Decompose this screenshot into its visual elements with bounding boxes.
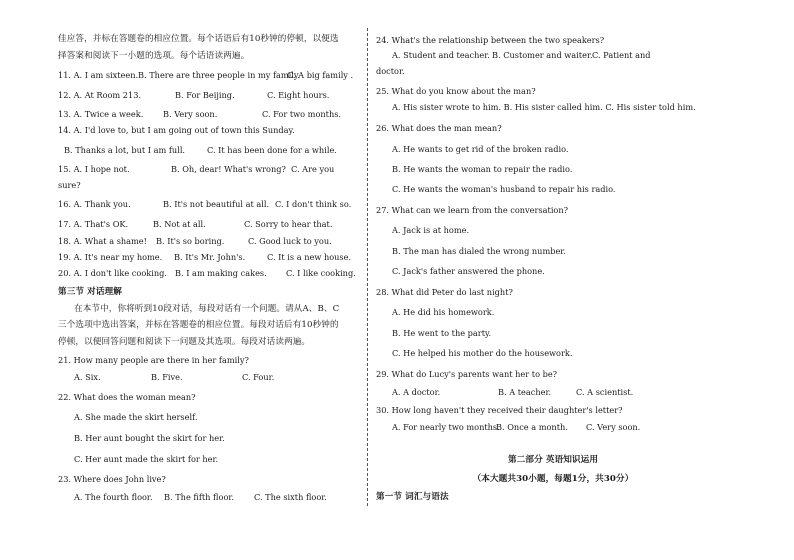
question-22: 22. What does the woman mean? (58, 392, 196, 402)
section-3-para-3: 停顿，以便回答问题和阅读下一问题及其选项。每段对话读两遍。 (58, 337, 311, 347)
q11-a: 11. A. I am sixteen. (58, 70, 139, 80)
q24-c: C. Patient and (592, 50, 651, 60)
q18-a: 18. A. What a shame! (58, 236, 147, 246)
q28-b: B. He went to the party. (392, 328, 492, 338)
q26-c: C. He wants the woman's husband to repair his radio. (392, 184, 616, 194)
q18-c: C. Good luck to you. (248, 236, 332, 246)
question-27: 27. What can we learn from the conversation? (376, 205, 569, 215)
question-16 (58, 199, 352, 210)
q13-b: B. Very soon. (163, 109, 218, 119)
q14-c: C. It has been done for a while. (207, 145, 337, 155)
q20-b: B. I am making cakes. (175, 268, 267, 278)
q21-a: A. Six. (74, 372, 101, 382)
q27-b: B. The man has dialed the wrong number. (392, 246, 566, 256)
column-divider (367, 28, 368, 506)
q27-a: A. Jack is at home. (392, 225, 470, 235)
q19-a: 19. A. It's near my home. (58, 252, 163, 262)
q30-b: B. Once a month. (496, 422, 568, 432)
intro-line-1: 佳应答，并标在答题卷的相应位置。每个话语后有10秒钟的停顿，以便选 (58, 34, 339, 44)
question-25-options: A. His sister wrote to him. B. His sister called him. C. His sister told him. (392, 102, 696, 112)
q21-b: B. Five. (151, 372, 183, 382)
q12-a: 12. A. At Room 213. (58, 90, 142, 100)
question-15-cont: sure? (58, 180, 81, 190)
q17-b: B. Not at all. (153, 219, 206, 229)
q11-c: C. A big family . (287, 70, 354, 80)
q22-a: A. She made the skirt herself. (74, 412, 198, 422)
question-26: 26. What does the man mean? (376, 123, 502, 133)
q26-a: A. He wants to get rid of the broken radio. (392, 144, 569, 154)
q17-a: 17. A. That's OK. (58, 219, 129, 229)
q19-c: C. It is a new house. (267, 252, 352, 262)
question-28: 28. What did Peter do last night? (376, 287, 513, 297)
q12-b: B. For Beijing. (175, 90, 235, 100)
q12-c: C. Eight hours. (267, 90, 330, 100)
question-24-options (392, 50, 651, 61)
q19-b: B. It's Mr. John's. (174, 252, 246, 262)
q30-a: A. For nearly two months. (392, 422, 500, 432)
q13-a: 13. A. Twice a week. (58, 109, 144, 119)
q28-a: A. He did his homework. (392, 307, 495, 317)
question-14-bc (64, 145, 337, 156)
q24-b: B. Customer and waiter. (492, 50, 593, 60)
q26-b: B. He wants the woman to repair the radio. (392, 164, 573, 174)
question-24: 24. What's the relationship between the two speakers? (376, 35, 605, 45)
question-23-options (74, 492, 327, 503)
question-24-cont: doctor. (376, 66, 405, 76)
q29-a: A. A doctor. (392, 387, 441, 397)
question-11 (58, 70, 354, 81)
q29-b: B. A teacher. (498, 387, 552, 397)
q27-c: C. Jack's father answered the phone. (392, 266, 545, 276)
q20-a: 20. A. I don't like cooking. (58, 268, 167, 278)
q11-b: B. There are three people in my family. (138, 70, 301, 80)
part-2-heading: 第二部分 英语知识运用 (507, 455, 599, 465)
q23-a: A. The fourth floor. (74, 492, 153, 502)
q16-b: B. It's not beautiful at all. (163, 199, 270, 209)
question-29: 29. What do Lucy's parents want her to be? (376, 369, 558, 379)
question-21-options (74, 372, 275, 383)
q21-c: C. Four. (242, 372, 275, 382)
section-3-para-2: 三个选项中选出答案，并标在答题卷的相应位置。每段对话后有10秒钟的 (58, 320, 339, 330)
q23-b: B. The fifth floor. (164, 492, 234, 502)
q30-c: C. Very soon. (586, 422, 641, 432)
question-25: 25. What do you know about the man? (376, 86, 536, 96)
question-13 (58, 109, 342, 120)
question-30-options (392, 422, 641, 433)
q16-c: C. I don't think so. (275, 199, 352, 209)
intro-line-2: 择答案和阅读下一小题的选项。每个话语读两遍。 (58, 51, 250, 61)
question-18 (58, 236, 332, 247)
question-19 (58, 252, 352, 263)
q22-b: B. Her aunt bought the skirt for her. (74, 433, 225, 443)
q14-b: B. Thanks a lot, but I am full. (64, 145, 186, 155)
q15-b: B. Oh, dear! What's wrong? (171, 164, 286, 174)
q15-a: 15. A. I hope not. (58, 164, 130, 174)
part-2-subheading: （本大题共30小题，每题1分，共30分） (472, 474, 634, 484)
q15-c: C. Are you (291, 164, 335, 174)
q17-c: C. Sorry to hear that. (244, 219, 333, 229)
question-17 (58, 219, 333, 230)
q18-b: B. It's so boring. (156, 236, 225, 246)
q20-c: C. I like cooking. (286, 268, 356, 278)
q22-c: C. Her aunt made the skirt for her. (74, 454, 219, 464)
question-29-options (392, 387, 634, 398)
q23-c: C. The sixth floor. (254, 492, 327, 502)
q29-c: C. A scientist. (576, 387, 634, 397)
question-23: 23. Where does John live? (58, 474, 166, 484)
question-20 (58, 268, 356, 279)
section-1-heading: 第一节 词汇与语法 (376, 492, 449, 502)
q13-c: C. For two months. (262, 109, 342, 119)
question-21: 21. How many people are there in her family? (58, 355, 249, 365)
section-3-heading: 第三节 对话理解 (58, 287, 122, 297)
q16-a: 16. A. Thank you. (58, 199, 131, 209)
q24-a: A. Student and teacher. (392, 50, 490, 60)
section-3-para-1: 在本节中，你将听到10段对话，每段对话有一个问题。请从A、B、C (74, 304, 340, 314)
question-14-a: 14. A. I'd love to, but I am going out of town this Sunday. (58, 125, 295, 135)
question-30: 30. How long haven't they received their daughter's letter? (376, 405, 623, 415)
question-15 (58, 164, 335, 175)
q28-c: C. He helped his mother do the housework. (392, 348, 573, 358)
question-12 (58, 90, 330, 101)
